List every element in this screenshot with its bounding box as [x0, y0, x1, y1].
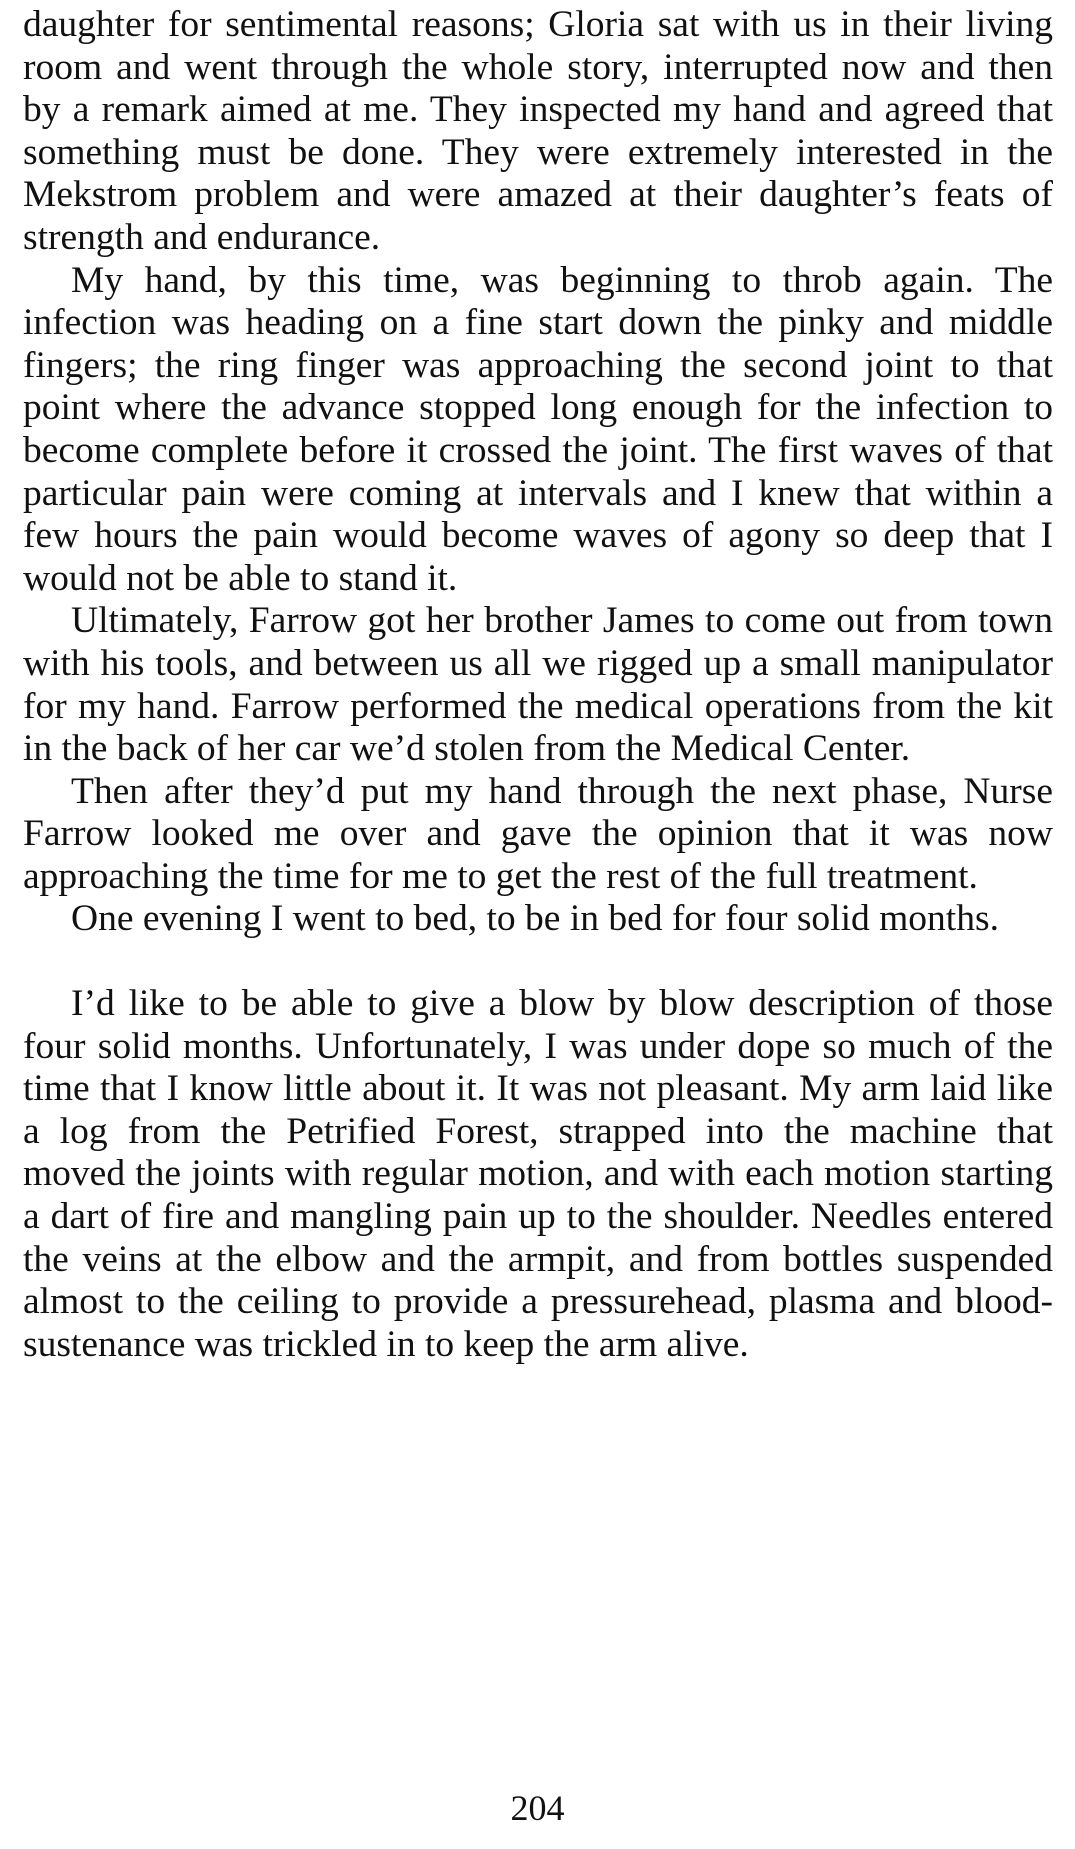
paragraph-hand-throb: My hand, by this time, was beginning to throb again. The infection was heading on a fine start down the pinky and middle fingers; the ring finger was approaching the second joint to that point where the advance stopped long enough for the infection to become complete before it crossed the joint. The first waves of that particular pain were coming at intervals and I knew that within a few hours the pain would become waves of agony so deep that I would not be able to stand it. — [23, 259, 1053, 599]
paragraph-manipulator: Ultimately, Farrow got her brother James to come out from town with his tools, and between us all we rigged up a small manipulator for my hand. Farrow performed the medical operations from the kit in the back of her car we’d stolen from the Medical Center. — [23, 600, 1053, 770]
paragraph-four-months: One evening I went to bed, to be in bed for four solid months. — [71, 898, 999, 940]
book-page — [23, 4, 1053, 1366]
section-break — [23, 941, 1053, 983]
paragraph-description: I’d like to be able to give a blow by blow description of those four solid months. Unfortunately, I was under dope so much of the time that I know little about it. It was not pleasant. My arm laid like a log from the Petrified Forest, strapped into the machine that moved the joints with regular motion, and with each motion starting a dart of fire and mangling pain up to the shoulder. Needles entered the veins at the elbow and the armpit, and from bottles suspended almost to the ceiling to provide a pressurehead, plasma and blood-sustenance was trickled in to keep the arm alive. — [23, 983, 1053, 1365]
page-number: 204 — [510, 1788, 565, 1828]
paragraph-continued: daughter for sentimental reasons; Gloria sat with us in their living room and went through the whole story, interrupted now and then by a remark aimed at me. They inspected my hand and agreed that something must be done. They were extremely interested in the Mekstrom problem and were amazed at their daughter’s feats of strength and endurance. — [23, 4, 1053, 258]
paragraph-next-phase: Then after they’d put my hand through the next phase, Nurse Farrow looked me over and gave the opinion that it was now approaching the time for me to get the rest of the full treatment. — [23, 770, 1053, 897]
